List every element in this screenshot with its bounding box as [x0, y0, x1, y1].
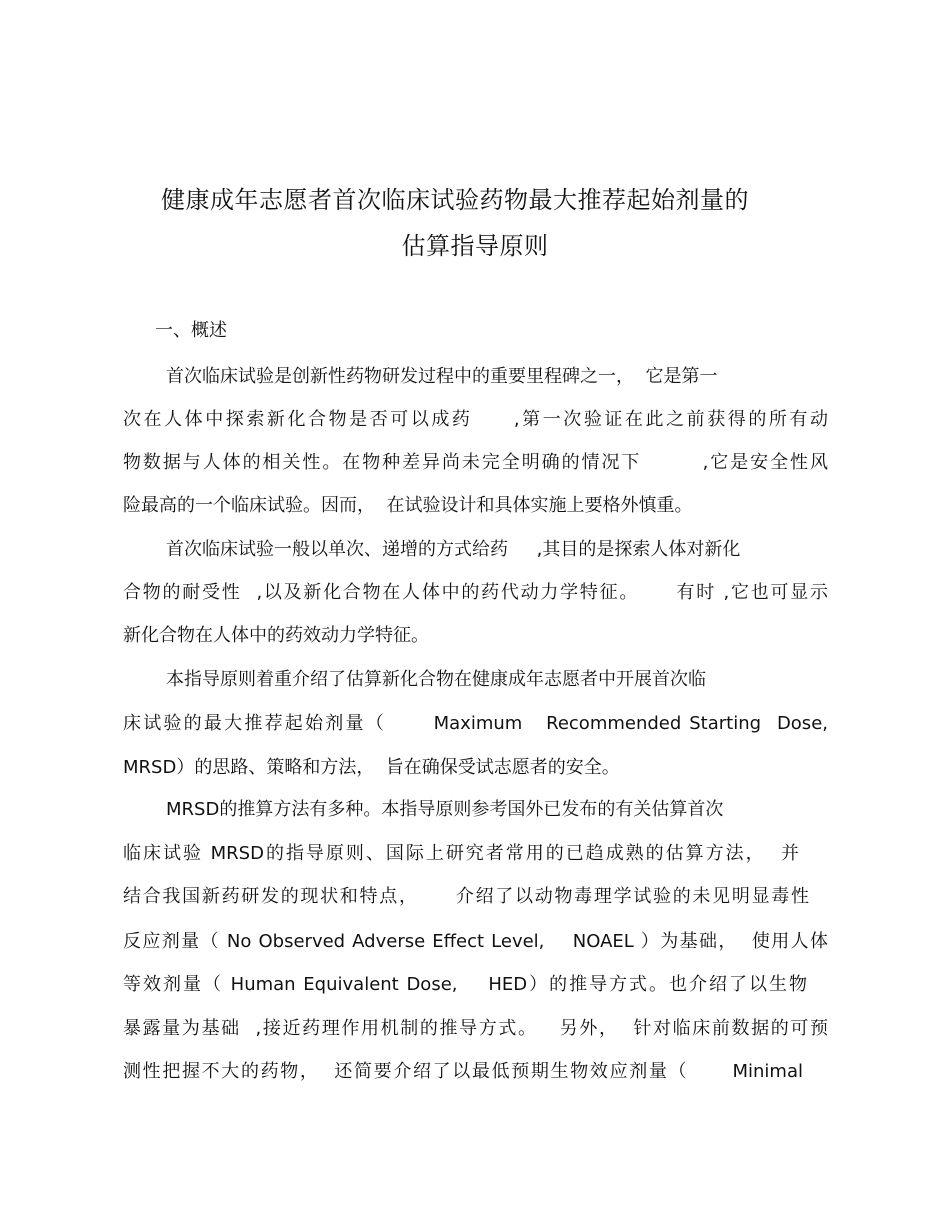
- paragraph-line: 测性把握不大的药物， 还简要介绍了以最低预期生物效应剂量（ Minimal: [123, 1061, 803, 1082]
- paragraph-line: MRSD的推算方法有多种。本指导原则参考国外已发布的有关估算首次: [166, 799, 724, 820]
- paragraph-line: 本指导原则着重介绍了估算新化合物在健康成年志愿者中开展首次临: [166, 669, 706, 690]
- paragraph-line: 次在人体中探索新化合物是否可以成药 ,第一次验证在此之前获得的所有动: [123, 409, 828, 430]
- paragraph-line: 临床试验 MRSD的指导原则、国际上研究者常用的已趋成熟的估算方法， 并: [123, 843, 799, 864]
- paragraph-line: 险最高的一个临床试验。因而， 在试验设计和具体实施上要格外慎重。: [123, 495, 693, 516]
- paragraph-line: 物数据与人体的相关性。在物种差异尚未完全明确的情况下 ,它是安全性风: [123, 452, 828, 473]
- paragraph-line: 新化合物在人体中的药效动力学特征。: [123, 625, 429, 646]
- paragraph-line: 床试验的最大推荐起始剂量（ Maximum Recommended Starting Dose,: [123, 713, 828, 734]
- paragraph-line: 反应剂量（ No Observed Adverse Effect Level, NOAEL ）为基础， 使用人体: [123, 931, 828, 952]
- paragraph-line: 首次临床试验一般以单次、递增的方式给药 ,其目的是探索人体对新化: [166, 539, 741, 560]
- section-heading-overview: 一、概述: [155, 320, 227, 341]
- paragraph-line: 结合我国新药研发的现状和特点， 介绍了以动物毒理学试验的未见明显毒性: [123, 886, 809, 907]
- paragraph-line: 等效剂量（ Human Equivalent Dose, HED）的推导方式。也介绍了以生物: [123, 974, 807, 995]
- paragraph-line: 合物的耐受性 ,以及新化合物在人体中的药代动力学特征。 有时 ,它也可显示: [123, 582, 828, 603]
- paragraph-line: 暴露量为基础 ,接近药理作用机制的推导方式。 另外， 针对临床前数据的可预: [123, 1018, 828, 1039]
- document-title-line-2: 估算指导原则: [401, 232, 549, 260]
- document-title-line-1: 健康成年志愿者首次临床试验药物最大推荐起始剂量的: [161, 186, 749, 214]
- paragraph-line: 首次临床试验是创新性药物研发过程中的重要里程碑之一， 它是第一: [166, 366, 718, 387]
- paragraph-line: MRSD）的思路、策略和方法， 旨在确保受试志愿者的安全。: [123, 757, 620, 778]
